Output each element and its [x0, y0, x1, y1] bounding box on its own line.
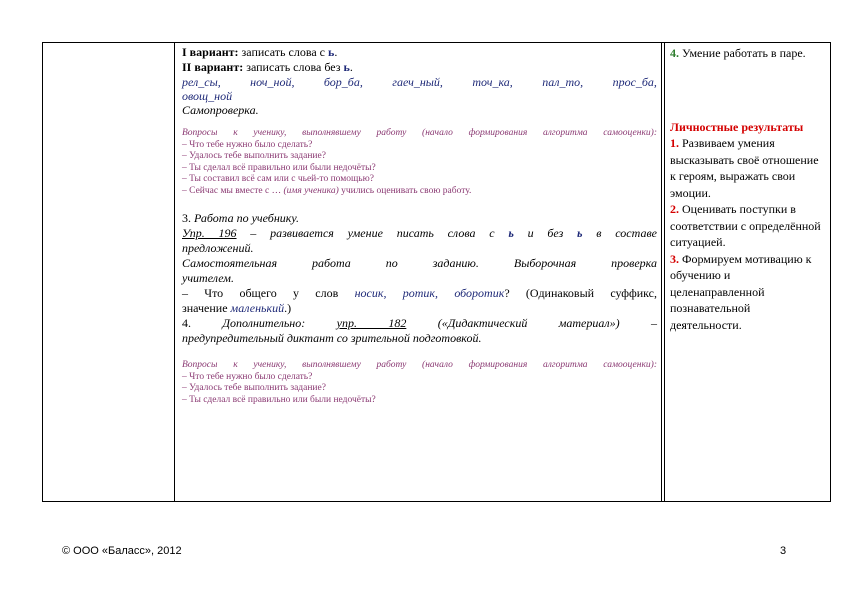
lesson-table [42, 42, 831, 502]
task-4-line [182, 316, 657, 331]
exercise-text: – развивается умение писать слова с [236, 226, 509, 240]
item-number: 1. [670, 136, 679, 150]
exercise-text: в составе [582, 226, 657, 240]
question-placeholder: (имя ученика) [283, 185, 339, 196]
task-4-text: («Дидактический материал») – [406, 316, 657, 330]
word-item: овощ_ной [182, 89, 233, 103]
question-text: – Что общего у слов [182, 286, 355, 300]
word-item: прос_ба, [612, 75, 657, 89]
common-question-line [182, 286, 657, 301]
question-item: – Ты сделал всё правильно или были недочёты? [182, 394, 376, 405]
word-item: бор_ба, [323, 75, 363, 89]
exercise-196-line [182, 226, 657, 241]
question-text: учились оценивать свою работу. [338, 185, 472, 196]
self-check-label: Самопроверка. [182, 103, 259, 117]
table-middle-column [175, 43, 662, 501]
task-number: 4. [182, 316, 223, 330]
question-item: – Удалось тебе выполнить задание? [182, 151, 326, 161]
questions-block-2 [182, 360, 657, 406]
word-item: пал_то, [542, 75, 584, 89]
question-text: ? (Одинаковый суффикс, [504, 286, 657, 300]
variant-2-label: II вариант: [182, 60, 244, 74]
task-4-line-2: предупредительный диктант со зрительной подготовкой. [182, 331, 482, 345]
meaning-text: .) [284, 301, 292, 315]
exercise-182-ref: упр. 182 [336, 316, 407, 330]
task-3-heading [182, 211, 657, 226]
table-right-column [664, 43, 830, 501]
soft-sign-letter: ь [577, 226, 583, 240]
task-title: Работа по учебнику. [194, 211, 299, 225]
independent-work-line: Самостоятельная работа по заданию. Выборочная проверка [182, 256, 657, 270]
item-number: 2. [670, 202, 679, 216]
item-text: Оценивать поступки в соответствии с определённой ситуацией. [670, 202, 821, 249]
skill-item-4 [670, 45, 824, 62]
variant-1-label: I вариант: [182, 45, 239, 59]
word-item: гаеч_ный, [392, 75, 443, 89]
personal-results-heading: Личностные результаты [670, 119, 804, 134]
independent-work-line-2: учителем. [182, 271, 234, 285]
task-number: 3. [182, 211, 194, 225]
item-number: 3. [670, 251, 679, 266]
question-item: – Удалось тебе выполнить задание? [182, 383, 326, 393]
question-item: – Что тебе нужно было сделать? [182, 371, 313, 382]
personal-item-3 [670, 251, 824, 334]
question-item: – Ты сделал всё правильно или были недочёты? [182, 162, 376, 173]
item-text: Умение работать в паре. [679, 46, 806, 60]
page-number: 3 [780, 545, 787, 557]
question-item [182, 186, 657, 198]
punct: : [301, 316, 337, 330]
highlighted-words: носик, ротик, оборотик [354, 286, 505, 300]
questions-intro: Вопросы к ученику, выполнявшему работу (начало формирования алгоритма самооценки): [182, 360, 657, 370]
soft-sign-letter: ь [327, 45, 335, 59]
item-text: Формируем мотивацию к обучению и целенаправленной познавательной деятельности. [670, 251, 812, 332]
variant-1-line [182, 45, 657, 60]
exercise-196-ref: Упр. 196 [182, 226, 237, 240]
table-left-column [43, 43, 175, 501]
footer-copyright: © ООО «Баласс», 2012 [62, 545, 182, 557]
question-item: – Ты составил всё сам или с чьей-то помощью? [182, 174, 374, 184]
questions-block-1 [182, 128, 657, 197]
word-item: ноч_ной, [250, 75, 295, 89]
soft-sign-letter: ь [343, 60, 350, 74]
item-number: 4. [670, 46, 679, 60]
task-4-label: Дополнительно [222, 316, 302, 330]
personal-item-1 [670, 135, 824, 201]
highlighted-word: маленький [230, 301, 285, 315]
meaning-text: значение [182, 301, 231, 315]
variant-2-line [182, 60, 657, 75]
variant-2-text: записать слова без [243, 60, 344, 74]
meaning-line [182, 301, 657, 316]
exercise-text: и без [513, 226, 578, 240]
item-text: Развиваем умения высказывать своё отношение к героям, выражать свои эмоции. [670, 136, 819, 200]
word-list [182, 75, 657, 103]
word-item: рел_сы, [182, 75, 221, 89]
word-item: точ_ка, [472, 75, 513, 89]
punct: . [349, 60, 353, 74]
question-text: – Сейчас мы вместе с … [182, 185, 284, 196]
questions-intro: Вопросы к ученику, выполнявшему работу (начало формирования алгоритма самооценки): [182, 128, 657, 138]
soft-sign-letter: ь [508, 226, 514, 240]
variant-1-text: записать слова с [238, 45, 328, 59]
question-item: – Что тебе нужно было сделать? [182, 139, 313, 150]
punct: . [334, 45, 338, 59]
exercise-196-line-2: предложений. [182, 241, 254, 255]
personal-item-2 [670, 201, 824, 251]
